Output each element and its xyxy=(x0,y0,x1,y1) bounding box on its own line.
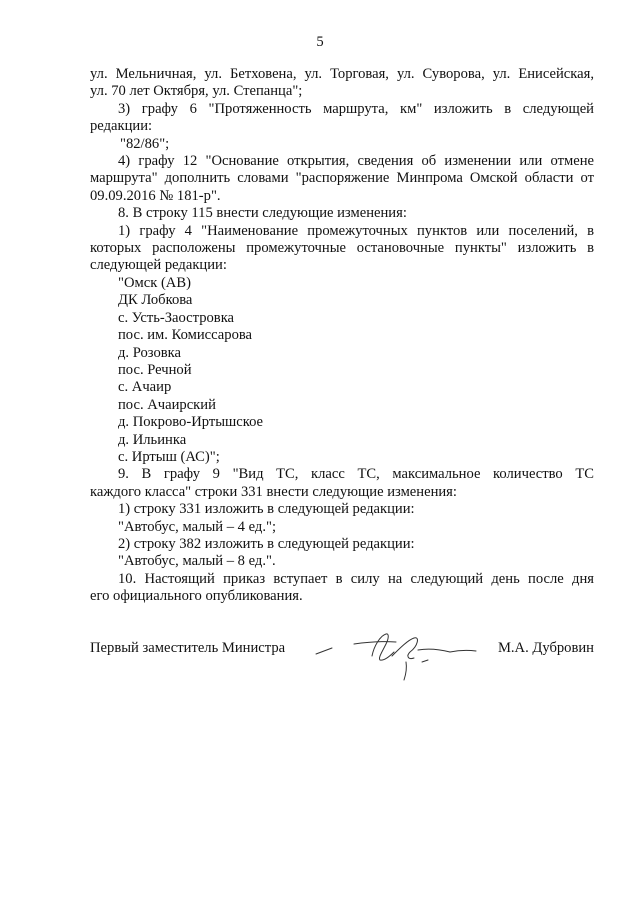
text-line: 1) строку 331 изложить в следующей редакции: xyxy=(118,501,415,518)
list-item: с. Усть-Заостровка xyxy=(118,309,235,326)
list-item: пос. им. Комиссарова xyxy=(118,327,253,344)
text-line: 09.09.2016 № 181-р". xyxy=(90,187,221,204)
text-line: ул. 70 лет Октября, ул. Степанца"; xyxy=(90,83,303,100)
signatory-name: М.А. Дубровин xyxy=(497,640,594,656)
text-line: маршрута" дополнить словами "распоряжение Минпрома Омской области от xyxy=(90,170,594,187)
text-line: 4) графу 12 "Основание открытия, сведения об изменении или отмене xyxy=(118,153,594,170)
list-item: д. Покрово-Иртышское xyxy=(118,414,264,431)
text-line: редакции: xyxy=(90,118,153,135)
text-line: следующей редакции: xyxy=(90,257,227,274)
signatory-title: Первый заместитель Министра xyxy=(90,640,286,656)
list-item: с. Иртыш (АС)"; xyxy=(118,448,220,465)
text-line: каждого класса" строки 331 внести следующие изменения: xyxy=(90,483,457,500)
text-line: ул. Мельничная, ул. Бетховена, ул. Торговая, ул. Суворова, ул. Енисейская, xyxy=(90,66,594,82)
text-line: которых расположены промежуточные остановочные пункты" изложить в xyxy=(90,240,594,257)
list-item: д. Ильинка xyxy=(118,431,187,448)
handwritten-signature xyxy=(310,626,480,682)
list-item: с. Ачаир xyxy=(118,379,172,396)
list-item: пос. Ачаирский xyxy=(118,396,216,413)
text-line: 2) строку 382 изложить в следующей редакции: xyxy=(118,535,415,552)
text-line: "Автобус, малый – 4 ед."; xyxy=(118,518,276,535)
text-line: 10. Настоящий приказ вступает в силу на следующий день после дня xyxy=(118,570,594,587)
signature-block xyxy=(90,640,594,680)
page-number: 5 xyxy=(316,34,324,50)
text-line: "82/86"; xyxy=(120,135,170,152)
list-item: пос. Речной xyxy=(118,361,192,378)
list-item: "Омск (АВ) xyxy=(118,274,191,291)
text-line: "Автобус, малый – 8 ед.". xyxy=(118,553,276,570)
document-body xyxy=(90,66,594,606)
list-item: д. Розовка xyxy=(118,344,181,361)
points-list xyxy=(90,275,594,466)
text-line: 1) графу 4 "Наименование промежуточных пунктов или поселений, в xyxy=(118,222,594,239)
list-item: ДК Лобкова xyxy=(118,292,193,309)
text-line: 3) графу 6 "Протяженность маршрута, км" изложить в следующей xyxy=(118,100,594,117)
text-line: 9. В графу 9 "Вид ТС, класс ТС, максимальное количество ТС xyxy=(118,466,594,483)
text-line: его официального опубликования. xyxy=(90,588,303,605)
text-line: 8. В строку 115 внести следующие изменения: xyxy=(118,205,407,222)
